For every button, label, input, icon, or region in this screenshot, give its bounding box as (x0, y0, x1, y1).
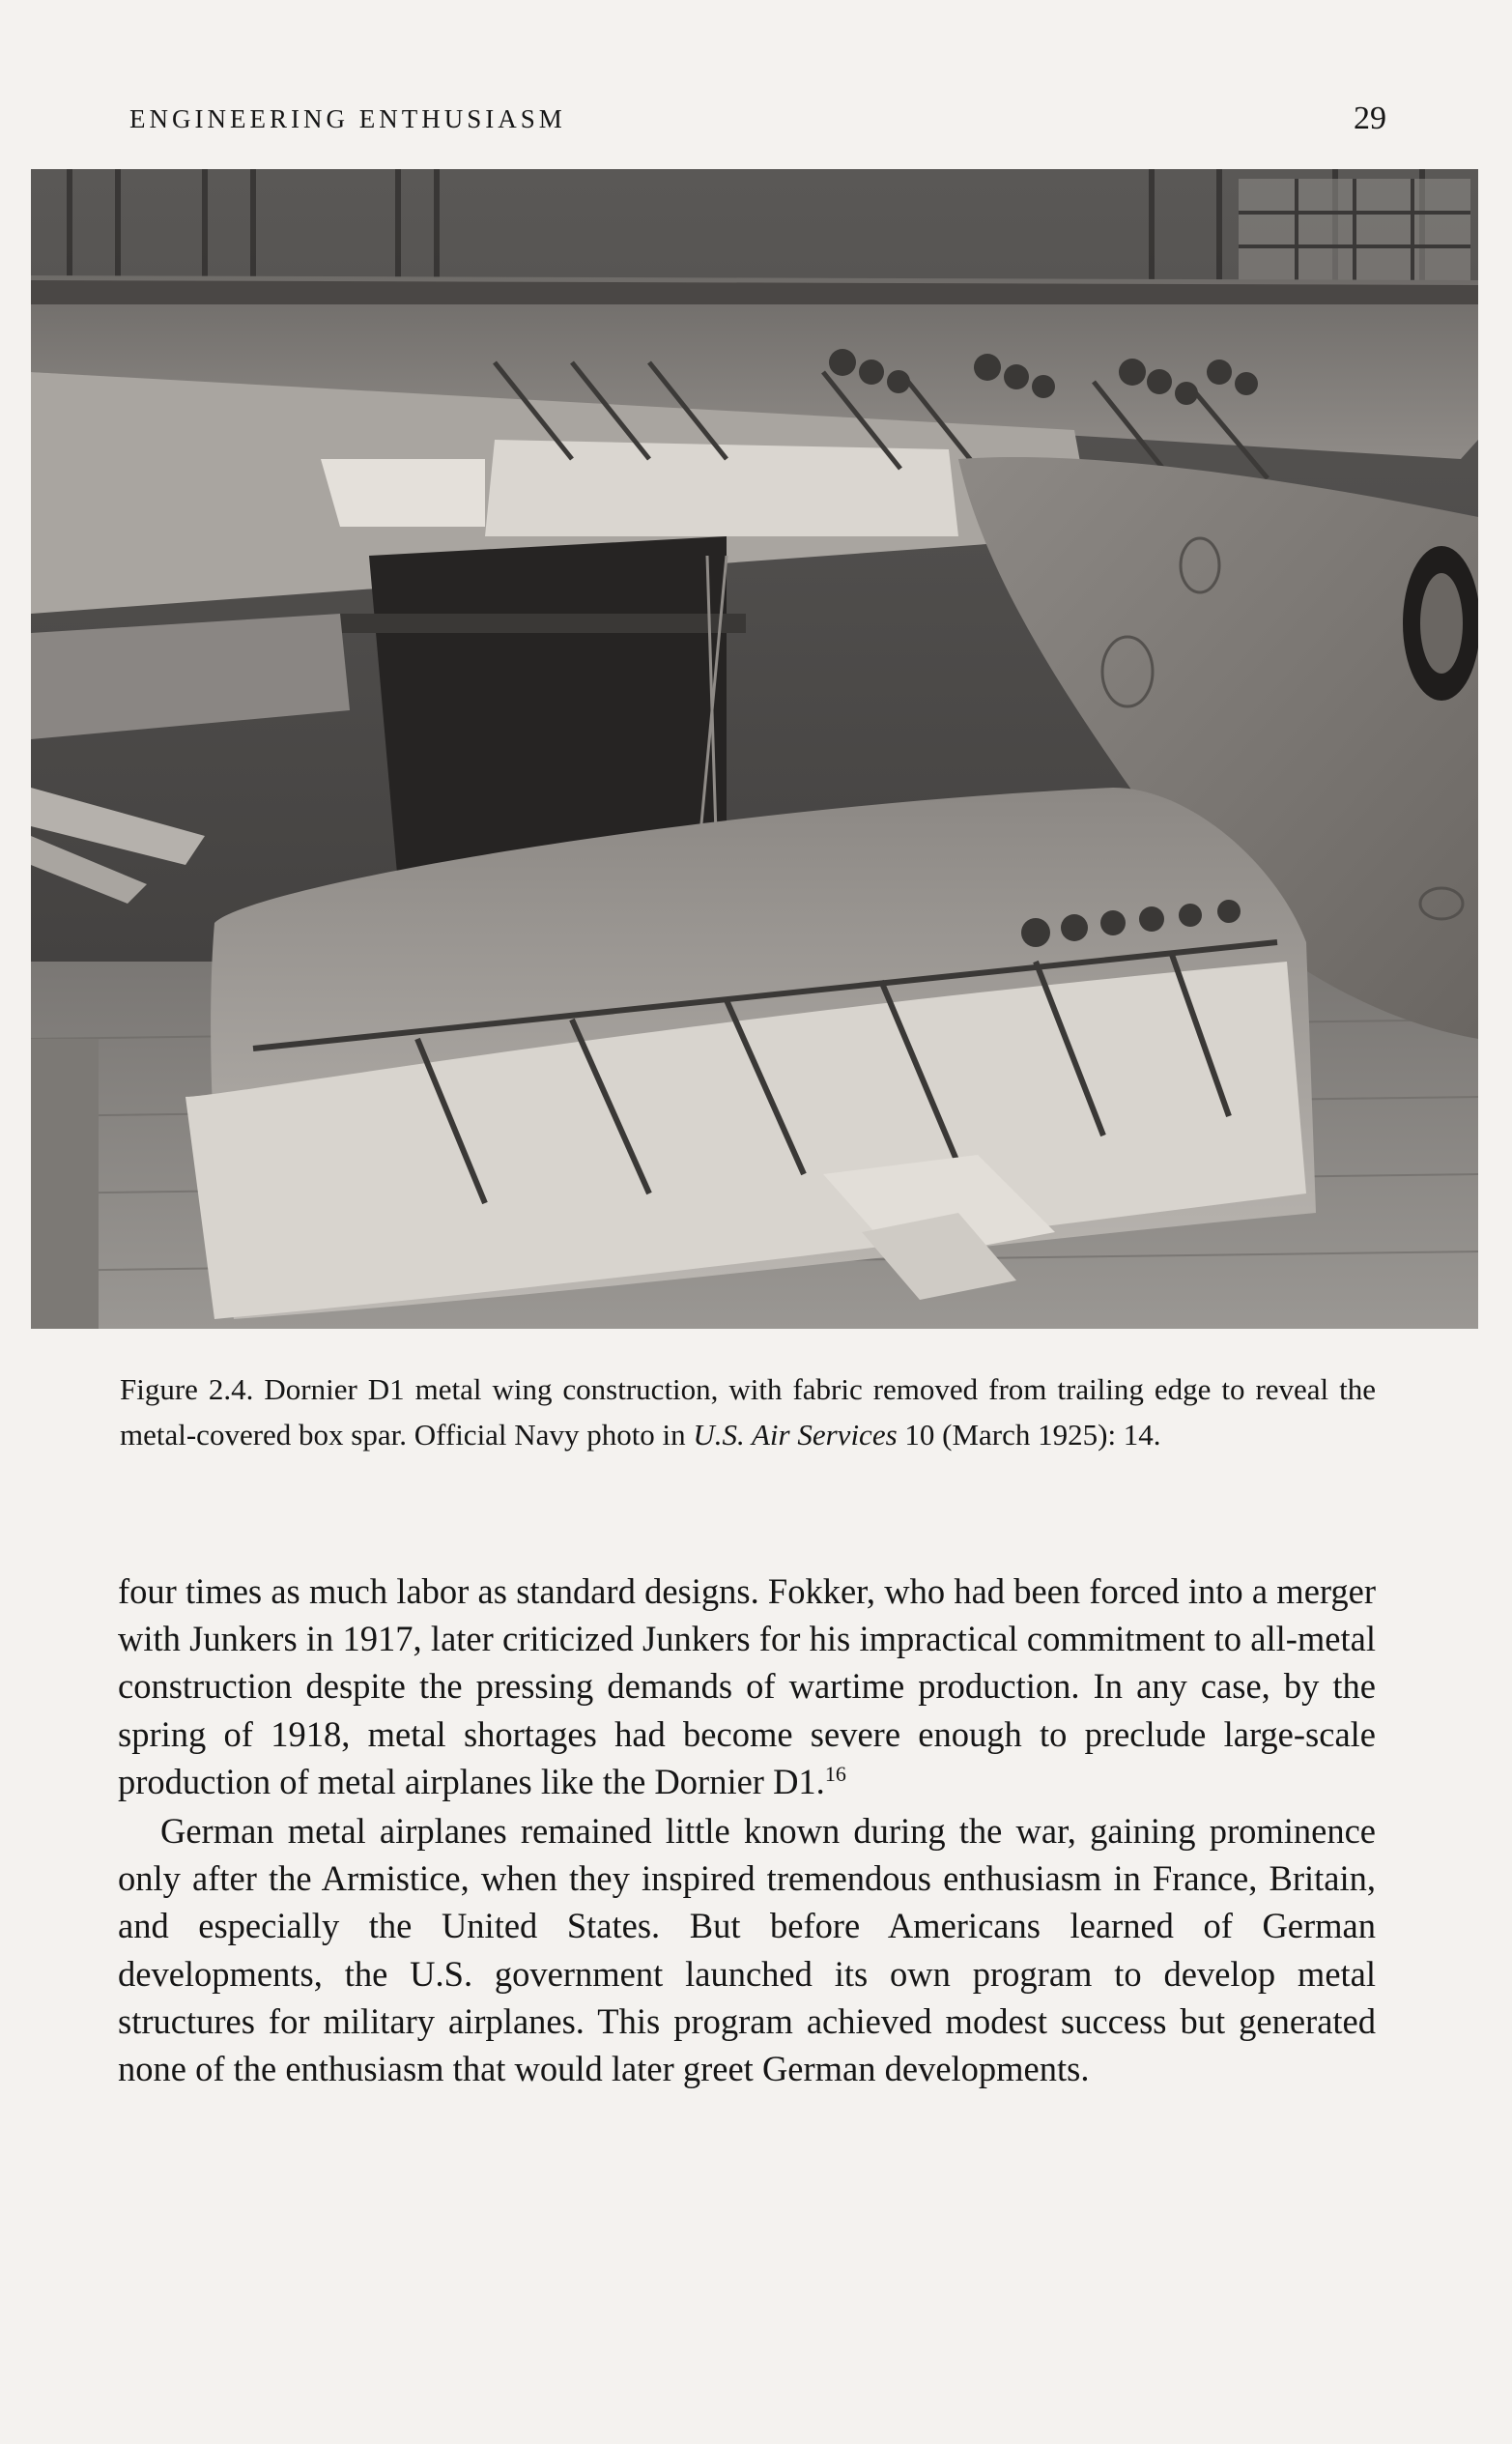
paragraph-1 (118, 1567, 1376, 1805)
body-text (118, 1567, 1376, 2092)
wing-photo-illustration (31, 169, 1478, 1329)
figure-label: Figure 2.4. (120, 1372, 254, 1406)
caption-publication-title: U.S. Air Services (693, 1418, 898, 1452)
caption-text-part-2: 10 (March 1925): 14. (897, 1418, 1161, 1452)
footnote-reference: 16 (824, 1761, 846, 1786)
paragraph-2: German metal airplanes remained little known during the war, gaining prominence only after the Armistice, when they inspired tremendous enthusiasm in France, Britain, and especially the United States. But before Americans learned of German developments, the U.S. government launched its own program to develop metal structures for military airplanes. This program achieved modest success but generated none of the enthusiasm that would later greet German developments. (118, 1811, 1376, 2089)
page-number: 29 (1354, 101, 1386, 136)
figure-caption (120, 1366, 1376, 1457)
figure-photo-dornier-wing (31, 169, 1478, 1329)
caption-text-part-1: Dornier D1 metal wing construction, with fabric removed from trailing edge to reveal the metal-covered box spar. Official Navy photo in (120, 1372, 1377, 1452)
running-head: ENGINEERING ENTHUSIASM (129, 104, 566, 133)
paragraph-1-text: four times as much labor as standard designs. Fokker, who had been forced into a merger with Junkers in 1917, later criticized Junkers for his impractical commitment to all-metal construction despite the pressing demands of wartime production. In any case, by the spring of 1918, metal shortages had become severe enough to preclude large-scale production of metal airplanes like the Dornier D1. (118, 1571, 1376, 1801)
